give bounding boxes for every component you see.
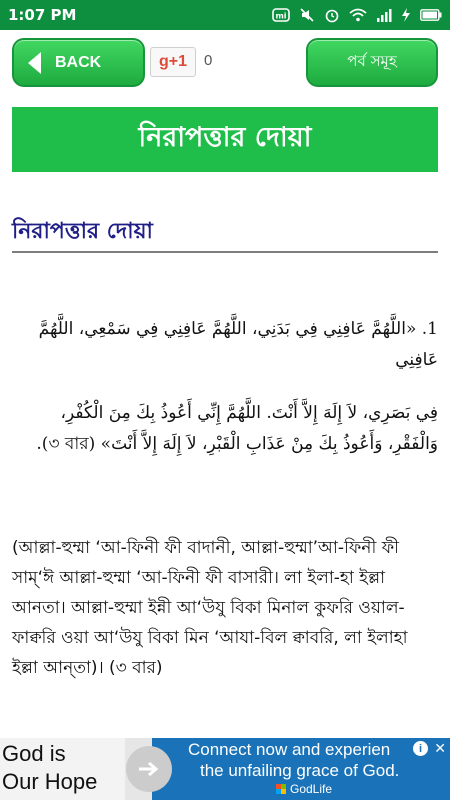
mute-icon [299,7,315,23]
section-heading: নিরাপত্তার দোয়া [12,219,153,244]
ad-arrow-button[interactable] [126,746,172,792]
status-icons [272,7,442,23]
wifi-icon [349,8,367,22]
google-plus-button[interactable]: g+1 [150,47,196,77]
ad-info-icon[interactable]: i [413,741,428,756]
svg-text:mi: mi [275,11,287,21]
signal-icon [376,8,392,22]
page-title-banner: নিরাপত্তার দোয়া [12,107,438,172]
ad-sponsor [276,782,332,796]
flash-icon [401,8,411,22]
ad-right-panel[interactable] [152,738,450,800]
ad-close-icon[interactable]: ✕ [434,740,446,756]
status-bar [0,0,450,30]
ad-left-line2: Our Hope [2,769,98,794]
battery-icon [420,9,442,21]
back-button-label: BACK [55,53,102,71]
alarm-icon [324,7,340,23]
ad-headline: Connect now and experien [188,740,391,759]
ad-left-panel[interactable] [0,738,125,800]
sections-button[interactable]: পর্ব সমূহ [306,38,438,87]
arabic-text-line1: 1. «اللَّهُمَّ عَافِنِي فِي بَدَنِي، اللَّهُمَّ عَافِنِي فِي سَمْعِي، اللَّهُمَّ عَافِنِي [38,319,438,370]
google-plus-count: 0 [204,52,213,69]
back-button[interactable] [12,38,145,87]
transliteration-text: (আল্লা-হুম্মা ‘আ-ফিনী ফী বাদানী, আল্লা-হুম্মা’আ-ফিনী ফী সাম্‘ঈ আল্লা-হুম্মা ‘আ-ফিনী ফী বাসারী। লা ইলা-হা ইল্লা আনতা। আল্লা-হুম্মা ইন্নী আ‘উযু বিকা মিনাল কুফরি ওয়াল-ফাক্বরি ওয়া আ‘উযু বিকা মিন ‘আযা-বিল ক্বাবরি, লা ইলাহা ইল্লা আন্‌তা)। (৩ বার) [12,538,408,678]
ad-banner[interactable] [0,738,450,800]
godlife-logo-icon [276,784,286,794]
toolbar [0,30,450,96]
back-arrow-icon [28,52,41,74]
arrow-right-icon [138,760,160,778]
status-time: 1:07 PM [8,6,77,24]
arabic-text-line2: فِي بَصَرِي، لاَ إِلَهَ إِلاَّ أَنْتَ. اللَّهُمَّ إِنِّي أَعُوذُ بِكَ مِنَ الْكُفْرِ، وَالْفَقْرِ، وَأَعُوذُ بِكَ مِنْ عَذَابِ الْقَبْرِ، لاَ إِلَهَ إِلاَّ أَنْتَ» (৩ বার). [36,403,438,454]
ad-left-text [2,740,97,796]
heading-divider [12,251,438,253]
ad-body: the unfailing grace of God. [200,761,400,780]
ad-sponsor-label: GodLife [290,782,333,796]
mi-logo-icon [272,8,290,22]
ad-left-line1: God is [2,741,66,766]
